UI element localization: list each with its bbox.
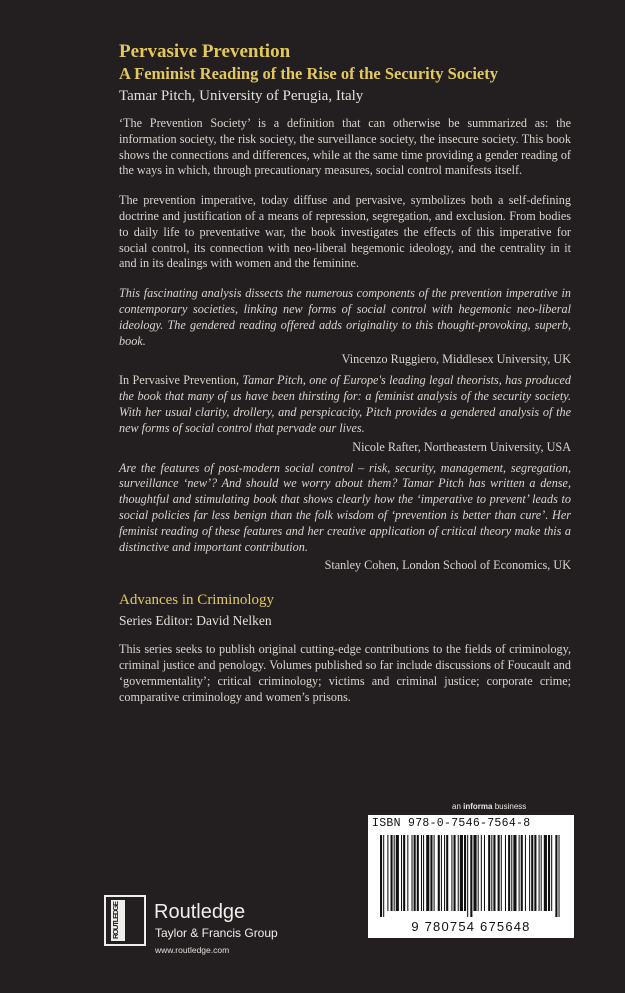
barcode-bar bbox=[539, 835, 540, 911]
barcode-bar bbox=[454, 835, 456, 911]
barcode-bar bbox=[396, 835, 399, 911]
barcode-bar bbox=[481, 835, 482, 911]
barcode-bar bbox=[555, 835, 557, 917]
barcode-bar bbox=[446, 835, 448, 911]
barcode-bar bbox=[417, 835, 419, 911]
barcode-bar bbox=[401, 835, 402, 911]
informa-tagline: an informa business bbox=[452, 802, 527, 811]
barcode-bar bbox=[458, 835, 459, 911]
barcode-bar bbox=[513, 835, 516, 911]
barcode-bar bbox=[430, 835, 432, 911]
barcode-bar bbox=[521, 835, 523, 911]
barcode-bar bbox=[491, 835, 492, 911]
svg-text:ROUTLEDGE: ROUTLEDGE bbox=[111, 901, 120, 939]
barcode-bar bbox=[380, 835, 382, 917]
barcode-bar bbox=[467, 835, 468, 917]
barcode-bars bbox=[376, 835, 566, 917]
barcode-bar bbox=[470, 835, 472, 917]
review-text: Are the features of post-modern social control – risk, security, management, segregation, surveillance ‘new’? And should we worry about them? Tamar Pitch has written a dense, thoughtful and stimulating book that shows clearly how the ‘imperative to prevent’ leads to social policies far less benign than the folk wisdom of ‘prevention is better than cure’. Her feminist reading of these features and her creative application of critical theory make this a distinctive and important contribution. bbox=[119, 460, 571, 554]
routledge-mark-icon bbox=[104, 895, 148, 947]
review-text: In Pervasive Prevention, Tamar Pitch, one of Europe's leading legal theorists, has produced the book that many of us have been thirsting for: a feminist analysis of the security society. With her usual clarity, drollery, and perspicacity, Pitch provides a gendered analysis of the new forms of social control that pervade our lives. bbox=[119, 373, 571, 435]
review-attribution: Vincenzo Ruggiero, Middlesex University, UK bbox=[341, 352, 571, 367]
barcode-bar bbox=[484, 835, 485, 911]
barcode-bar bbox=[529, 835, 530, 911]
back-cover-text bbox=[119, 40, 571, 720]
barcode-bar bbox=[426, 835, 429, 911]
barcode-bar bbox=[441, 835, 442, 911]
barcode-bar bbox=[508, 835, 510, 911]
barcode-bar bbox=[559, 835, 560, 917]
barcode-bar bbox=[544, 835, 547, 911]
publisher-url: www.routledge.com bbox=[155, 945, 230, 955]
isbn-label: ISBN 978-0-7546-7564-8 bbox=[372, 817, 531, 830]
review-quote bbox=[119, 461, 571, 574]
barcode-digits: 9 780754 675648 bbox=[411, 919, 531, 934]
barcode-bar bbox=[383, 835, 384, 917]
review-quote bbox=[119, 373, 571, 454]
barcode-bar bbox=[423, 835, 424, 911]
series-editor: Series Editor: David Nelken bbox=[119, 613, 272, 629]
barcode-bar bbox=[412, 835, 413, 911]
series-description: This series seeks to publish original cutting-edge contributions to the fields of criminology, criminal justice and penology. Volumes published so far include discussions of Foucault and ‘governmentality’; critical criminology; victims and criminal justice; corporate crime; comparative criminology and women’s prisons. bbox=[119, 642, 571, 704]
review-attribution: Stanley Cohen, London School of Economics, UK bbox=[324, 558, 571, 573]
barcode-bar bbox=[438, 835, 440, 911]
barcode-bar bbox=[451, 835, 452, 911]
barcode-bar bbox=[551, 835, 552, 911]
isbn-barcode bbox=[368, 815, 574, 938]
description-paragraph: ‘The Prevention Society’ is a definition that can otherwise be summarized as: the information society, the risk society, the surveillance society, the insecure society. This book shows the connections and differences, while at the same time providing a gender reading of the ways in which, through precautionary measures, social control manifests itself. bbox=[119, 116, 571, 178]
description-paragraph: The prevention imperative, today diffuse and pervasive, symbolizes both a self-defining doctrine and justification of a means of repression, segregation, and exclusion. From bodies to daily life to preventative war, the book investigates the effects of this imperative for social control, its connection with neo-liberal hegemonic ideology, and the centrality in it and in its dealings with women and the feminine. bbox=[119, 193, 571, 271]
barcode-bar bbox=[488, 835, 490, 911]
review-attribution: Nicole Rafter, Northeastern University, USA bbox=[352, 439, 571, 454]
barcode-bar bbox=[473, 835, 476, 911]
barcode-bar bbox=[501, 835, 502, 911]
barcode-bar bbox=[541, 835, 542, 911]
publisher-name: Routledge bbox=[154, 901, 246, 923]
barcode-bar bbox=[444, 835, 445, 911]
barcode-bar bbox=[464, 835, 466, 911]
book-author: Tamar Pitch, University of Perugia, Italy bbox=[119, 88, 364, 104]
barcode-bar bbox=[391, 835, 393, 911]
barcode-bar bbox=[387, 835, 388, 911]
informa-brand: informa bbox=[463, 802, 493, 811]
barcode-bar bbox=[498, 835, 500, 911]
book-title: Pervasive Prevention bbox=[119, 41, 291, 62]
barcode-bar bbox=[493, 835, 495, 911]
review-text: This fascinating analysis dissects the numerous components of the prevention imperative in contemporary societies, linking new forms of social control with hegemonic neo-liberal ideology. The gendered reading offered adds originality to this thought-provoking, superb, book. bbox=[119, 286, 571, 348]
barcode-bar bbox=[403, 835, 405, 911]
publisher-group: Taylor & Francis Group bbox=[155, 926, 278, 940]
book-subtitle: A Feminist Reading of the Rise of the Security Society bbox=[119, 64, 498, 83]
series-title: Advances in Criminology bbox=[119, 592, 274, 609]
barcode-bar bbox=[505, 835, 506, 911]
barcode-bar bbox=[421, 835, 422, 911]
publisher-logo bbox=[104, 895, 314, 965]
barcode-bar bbox=[548, 835, 550, 911]
barcode-bar bbox=[519, 835, 520, 911]
barcode-bar bbox=[511, 835, 512, 911]
book-reference: Pervasive Prevention bbox=[132, 373, 237, 388]
barcode-bar bbox=[460, 835, 463, 911]
barcode-bar bbox=[534, 835, 536, 911]
barcode-bar bbox=[394, 835, 395, 911]
review-quote bbox=[119, 286, 571, 367]
barcode-bar bbox=[434, 835, 435, 911]
barcode-bar bbox=[407, 835, 408, 911]
barcode-bar bbox=[414, 835, 416, 911]
barcode-bar bbox=[531, 835, 533, 911]
barcode-bar bbox=[478, 835, 479, 911]
barcode-bar bbox=[525, 835, 526, 911]
